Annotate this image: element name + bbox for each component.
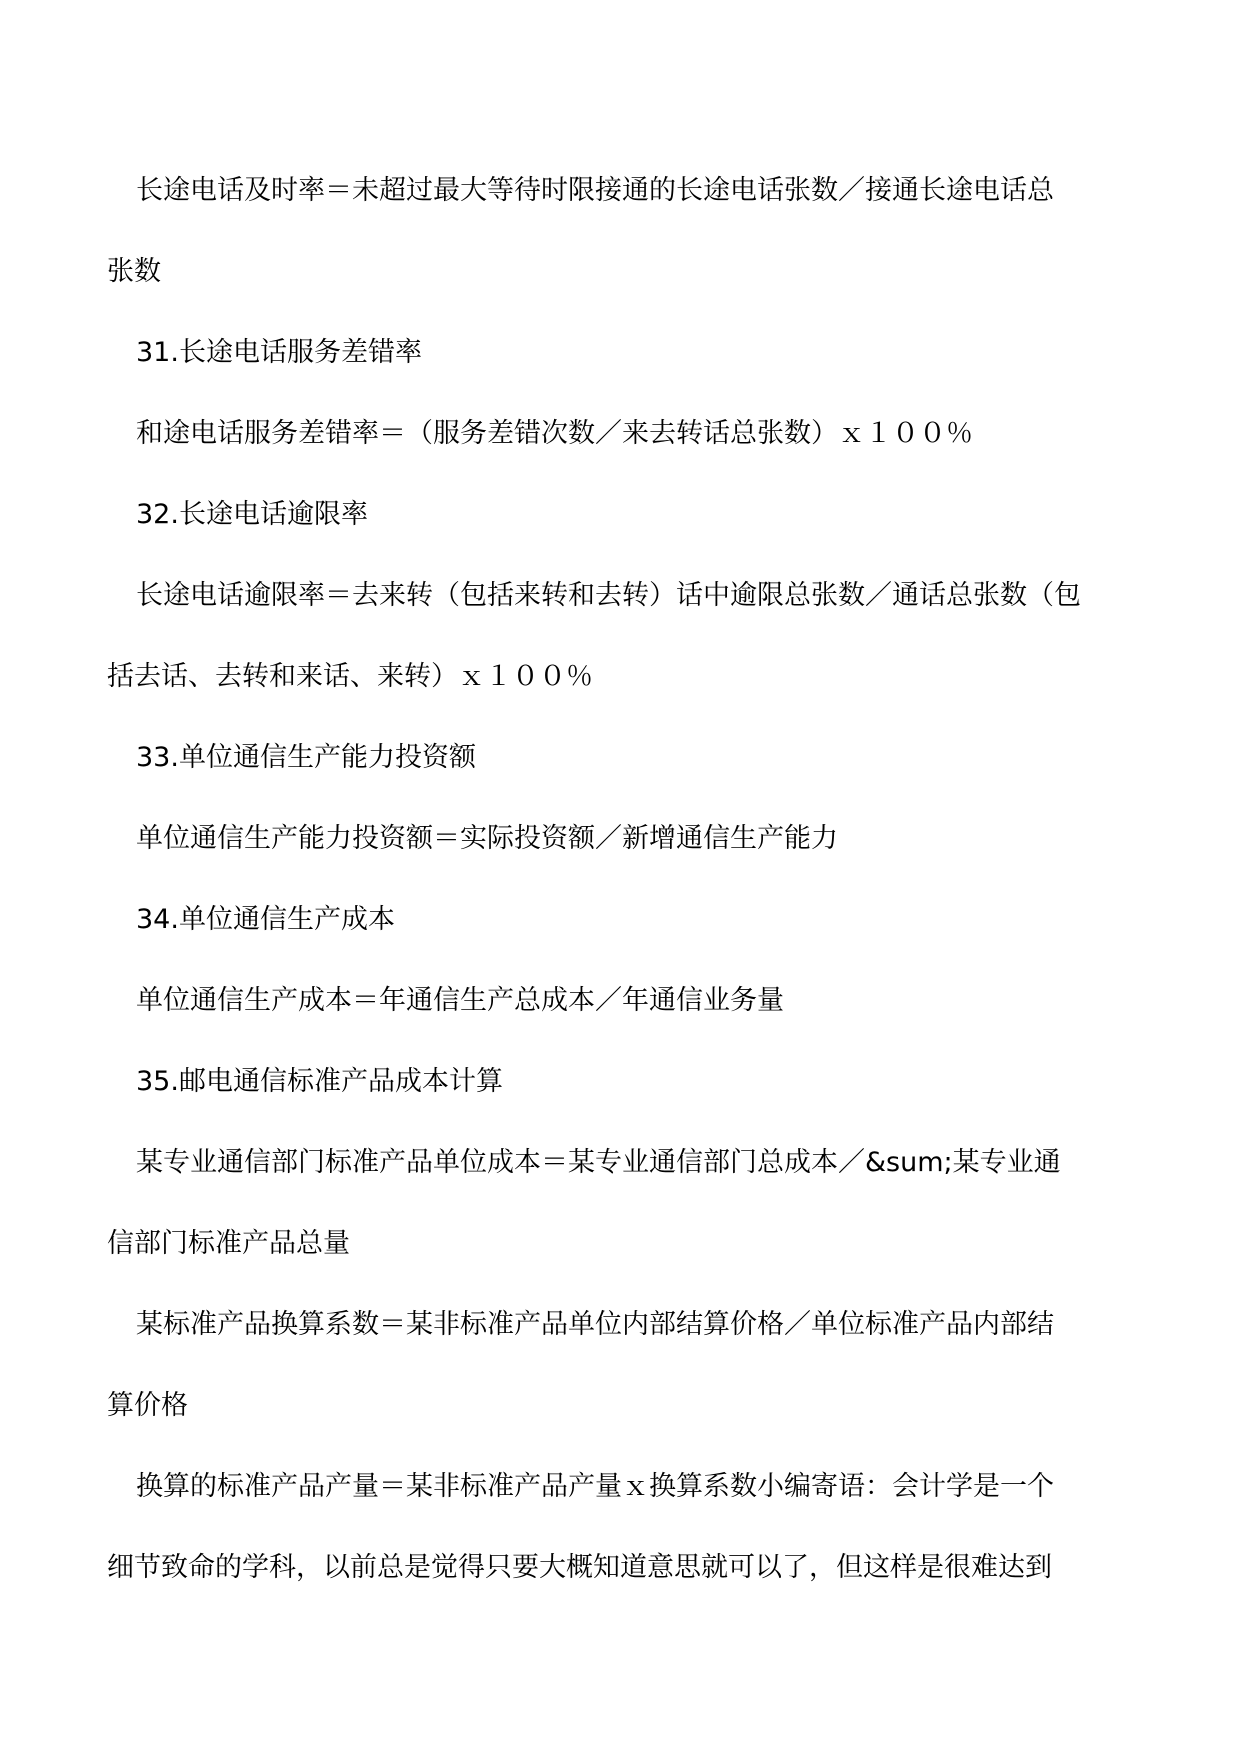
section-heading: 33.单位通信生产能力投资额 [136, 742, 476, 773]
paragraph-line: 单位通信生产成本＝年通信生产总成本／年通信业务量 [136, 985, 784, 1016]
paragraph-line: 张数 [107, 256, 161, 287]
paragraph-line: 括去话、去转和来话、来转）ｘ１００％ [107, 661, 593, 692]
paragraph-line: 某专业通信部门标准产品单位成本＝某专业通信部门总成本／&sum;某专业通 [136, 1147, 1061, 1178]
paragraph-line: 算价格 [107, 1390, 188, 1421]
paragraph-line: 长途电话及时率＝未超过最大等待时限接通的长途电话张数／接通长途电话总 [136, 175, 1054, 206]
paragraph-line: 某标准产品换算系数＝某非标准产品单位内部结算价格／单位标准产品内部结 [136, 1309, 1054, 1340]
section-heading: 34.单位通信生产成本 [136, 904, 395, 935]
section-heading: 32.长途电话逾限率 [136, 499, 368, 530]
section-heading: 35.邮电通信标准产品成本计算 [136, 1066, 503, 1097]
section-heading: 31.长途电话服务差错率 [136, 337, 422, 368]
paragraph-line: 细节致命的学科，以前总是觉得只要大概知道意思就可以了，但这样是很难达到 [107, 1552, 1052, 1583]
paragraph-line: 换算的标准产品产量＝某非标准产品产量ｘ换算系数小编寄语：会计学是一个 [136, 1471, 1054, 1502]
paragraph-line: 信部门标准产品总量 [107, 1228, 350, 1259]
paragraph-line: 单位通信生产能力投资额＝实际投资额／新增通信生产能力 [136, 823, 838, 854]
paragraph-line: 长途电话逾限率＝去来转（包括来转和去转）话中逾限总张数／通话总张数（包 [136, 580, 1081, 611]
paragraph-line: 和途电话服务差错率＝（服务差错次数／来去转话总张数）ｘ１００％ [136, 418, 973, 449]
